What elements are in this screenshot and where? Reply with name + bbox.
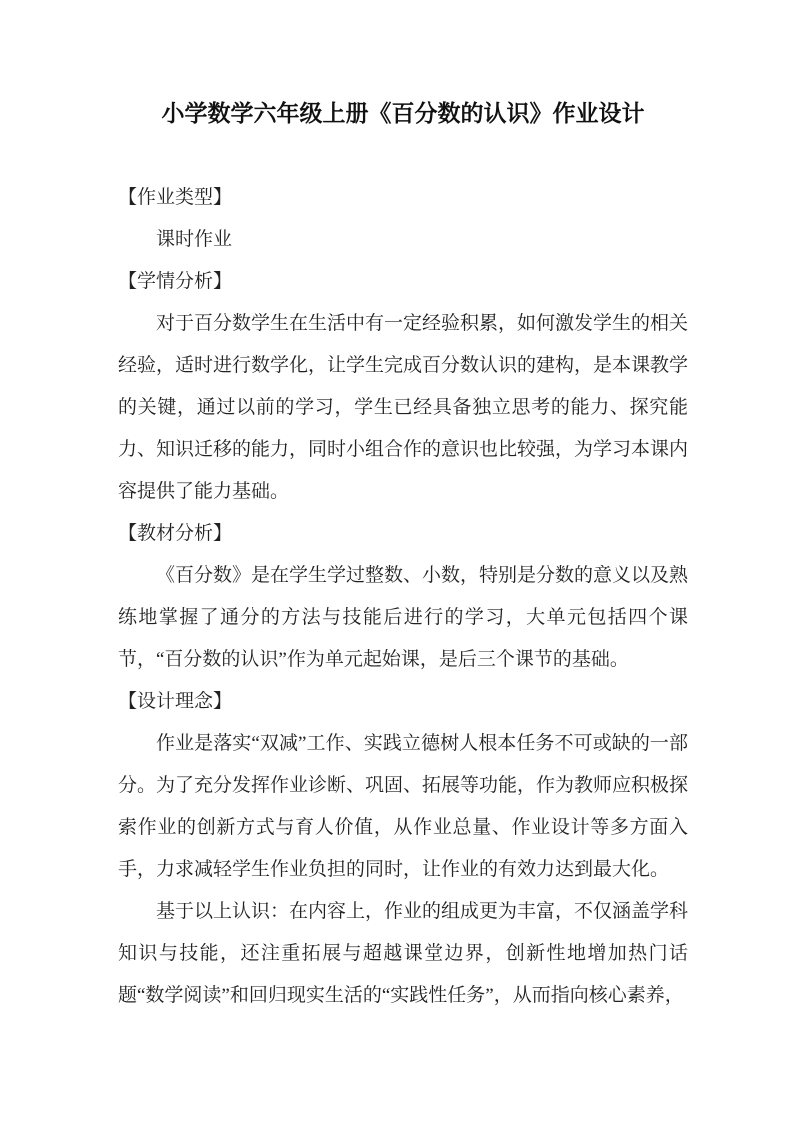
section-heading-learner-analysis: 【学情分析】 — [118, 271, 233, 292]
section-heading-textbook-analysis: 【教材分析】 — [118, 523, 233, 544]
section-heading-design-concept: 【设计理念】 — [118, 691, 233, 712]
paragraph-textbook-analysis: 《百分数》是在学生学过整数、小数，特别是分数的意义以及熟练地掌握了通分的方法与技能后进行的学习，大单元包括四个课节，“百分数的认识”作为单元起始课，是后三个课节的基础。 — [118, 565, 689, 670]
document-title: 小学数学六年级上册《百分数的认识》作业设计 — [161, 100, 645, 126]
document-content — [118, 0, 688, 1017]
document-body — [118, 177, 688, 1017]
paragraph-design-concept-1: 作业是落实“双减”工作、实践立德树人根本任务不可或缺的一部分。为了充分发挥作业诊断、巩固、拓展等功能，作为教师应积极探索作业的创新方式与育人价值，从作业总量、作业设计等多方面入手，力求减轻学生作业负担的同时，让作业的有效力达到最大化。 — [118, 733, 689, 880]
paragraph-design-concept-2: 基于以上认识：在内容上，作业的组成更为丰富，不仅涵盖学科知识与技能，还注重拓展与超越课堂边界，创新性地增加热门话题“数学阅读”和回归现实生活的“实践性任务”，从而指向核心素养， — [118, 901, 689, 1006]
homework-type-value: 课时作业 — [156, 229, 233, 250]
section-heading-homework-type: 【作业类型】 — [118, 187, 233, 208]
paragraph-learner-analysis: 对于百分数学生在生活中有一定经验积累，如何激发学生的相关经验，适时进行数学化，让学生完成百分数认识的建构，是本课教学的关键，通过以前的学习，学生已经具备独立思考的能力、探究能力、知识迁移的能力，同时小组合作的意识也比较强，为学习本课内容提供了能力基础。 — [118, 313, 689, 502]
